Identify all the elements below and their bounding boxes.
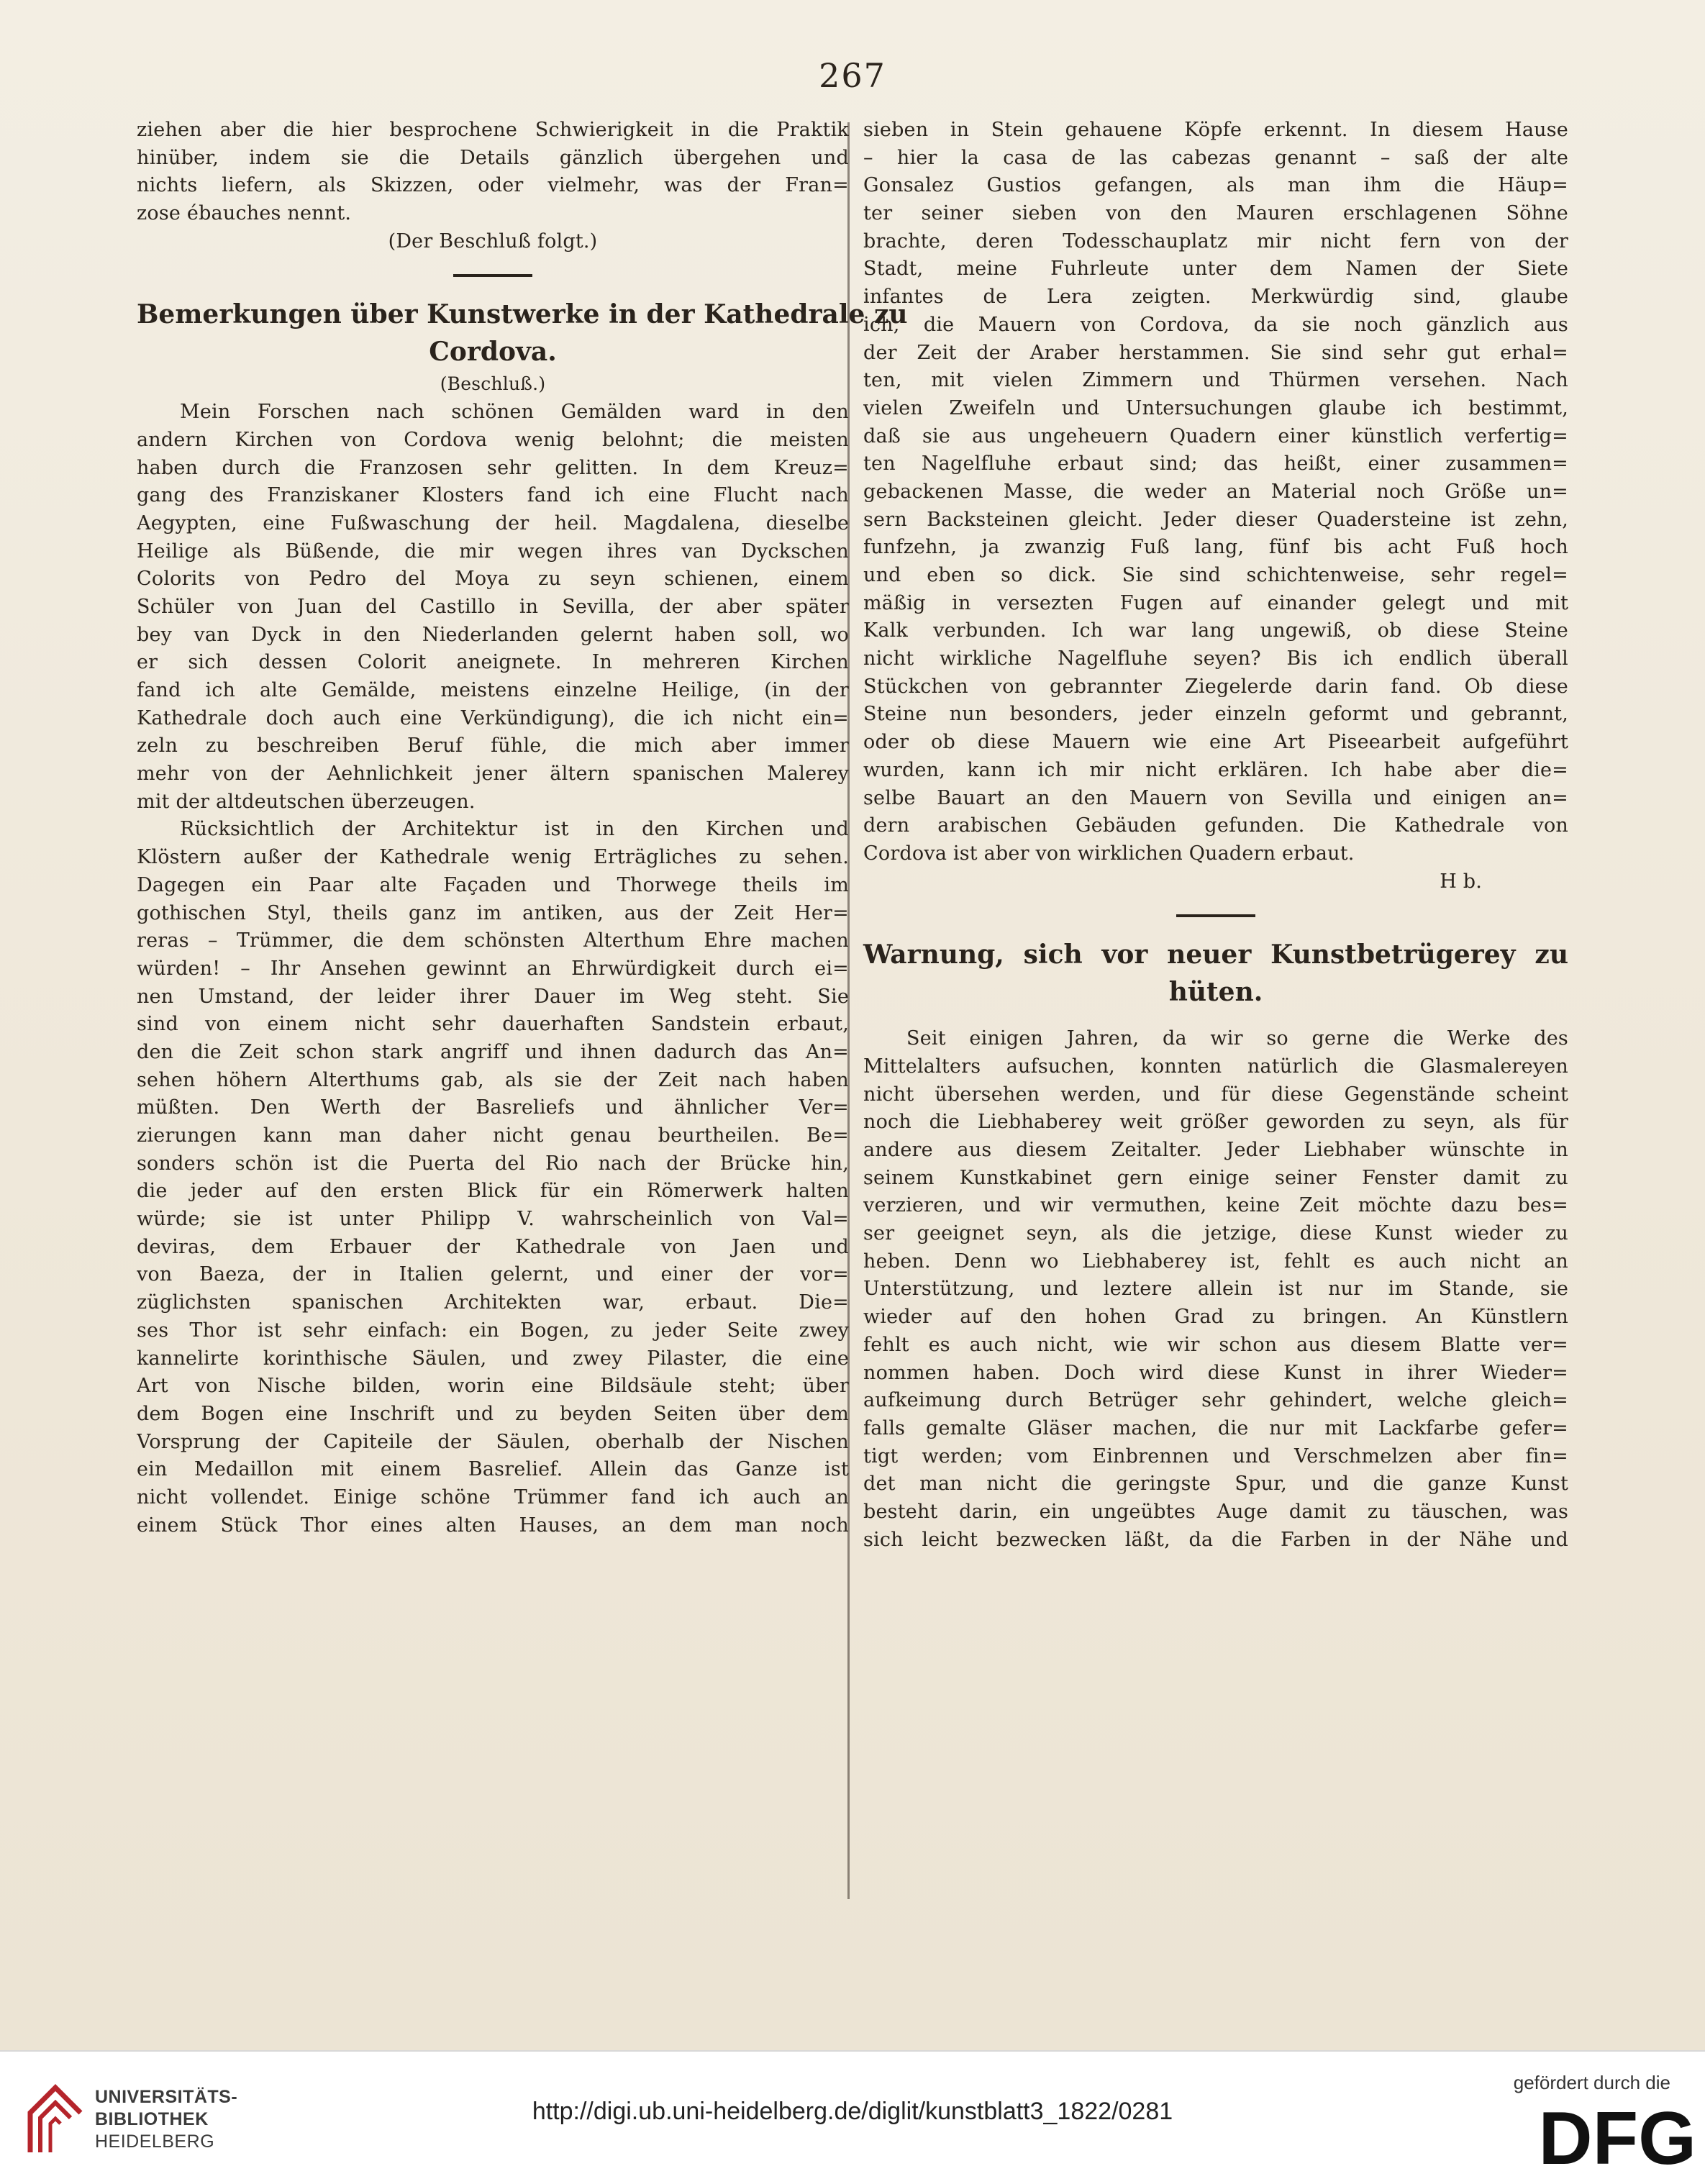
text-line: nichts liefern, als Skizzen, oder vielmehr, was der Fran= [137,174,849,197]
text-line: nommen haben. Doch wird diese Kunst in ihrer Wieder= [863,1361,1568,1384]
text-line: Seit einigen Jahren, da wir so gerne die Werke des [906,1027,1568,1050]
dfg-logo-icon [1532,2089,1705,2175]
text-line: andere aus diesem Zeitalter. Jeder Liebhaber wünschte in [863,1139,1568,1161]
article-heading: hüten. [1168,977,1263,1008]
continued-note: (Der Beschluß folgt.) [388,229,598,252]
text-line: sern Backsteinen gleicht. Jeder dieser Quadersteine ist zehn, [863,508,1568,531]
text-line: vielen Zweifeln und Untersuchungen glaube ich bestimmt, [863,396,1568,419]
text-line: von Baeza, der in Italien gelernt, und einer der vor= [137,1263,849,1286]
text-line: die jeder auf den ersten Blick für ein Römerwerk halten [137,1180,849,1203]
text-line: ses Thor ist sehr einfach: ein Bogen, zu jeder Seite zwey [137,1319,849,1342]
text-line: besteht darin, ein ungeübtes Auge damit zu täuschen, was [863,1500,1568,1523]
text-line: er sich dessen Colorit aneignete. In mehreren Kirchen [137,651,849,674]
text-line: andern Kirchen von Cordova wenig belohnt; die meisten [137,428,849,451]
text-line: Heilige als Büßende, die mir wegen ihres van Dyckschen [137,540,849,563]
article-heading: Warnung, sich vor neuer Kunstbetrügerey zu [863,939,1568,970]
text-line: fehlt es auch nicht, wie wir schon aus diesem Blatte ver= [863,1333,1568,1356]
text-line: würde; sie ist unter Philipp V. wahrscheinlich von Val= [137,1208,849,1231]
section-rule [1176,914,1255,917]
page-number: 267 [819,56,886,95]
text-line: ziehen aber die hier besprochene Schwierigkeit in die Praktik [137,119,849,141]
text-line: verzieren, und wir vermuthen, keine Zeit möchte dazu bes= [863,1194,1568,1217]
text-line: ten, mit vielen Zimmern und Thürmen versehen. Nach [863,369,1568,392]
text-line: Stückchen von gebrannter Ziegelerde darin fand. Ob diese [863,675,1568,698]
text-line: heben. Denn wo Liebhaberey ist, fehlt es auch nicht an [863,1250,1568,1273]
text-line: Schüler von Juan del Castillo in Sevilla, der aber später [137,595,849,618]
text-line: Rücksichtlich der Architektur ist in den Kirchen und [180,818,849,841]
text-line: Mittelalters aufsuchen, konnten natürlich die Glasmalereyen [863,1055,1568,1078]
text-line: sieben in Stein gehauene Köpfe erkennt. In diesem Hause [863,119,1568,141]
text-line: seinem Kunstkabinet gern einige seiner Fenster damit zu [863,1166,1568,1189]
text-line: sind von einem nicht sehr dauerhaften Sandstein erbaut, [137,1013,849,1036]
text-line: funfzehn, ja zwanzig Fuß lang, fünf bis acht Fuß hoch [863,536,1568,559]
text-line: oder ob diese Mauern wie eine Art Piseearbeit aufgeführt [863,731,1568,754]
text-line: wurden, kann ich mir nicht erklären. Ich habe aber die= [863,758,1568,781]
sponsor-text: gefördert durch die [1513,2072,1670,2093]
text-line: Aegypten, eine Fußwaschung der heil. Magdalena, dieselbe [137,511,849,534]
text-line: nicht übersehen werden, und für diese Gegenstände scheint [863,1083,1568,1106]
text-line: Vorsprung der Capiteile der Säulen, oberhalb der Nischen [137,1430,849,1453]
section-rule [453,274,532,277]
text-line: nicht vollendet. Einige schöne Trümmer fand ich auch an [137,1485,849,1509]
text-line: nicht wirkliche Nagelfluhe seyen? Bis ich endlich überall [863,647,1568,670]
text-line: haben durch die Franzosen sehr gelitten. In dem Kreuz= [137,456,849,479]
text-line: würden! – Ihr Ansehen gewinnt an Ehrwürdigkeit durch ei= [137,957,849,980]
text-line: Kalk verbunden. Ich war lang ungewiß, ob diese Steine [863,619,1568,642]
text-line: der Zeit der Araber herstammen. Sie sind sehr gut erhal= [863,341,1568,364]
text-line: Colorits von Pedro del Moya zu seyn schienen, einem [137,568,849,591]
text-line: sonders schön ist die Puerta del Rio nach der Brücke hin, [137,1152,849,1175]
text-line: bey van Dyck in den Niederlanden gelernt haben soll, wo [137,623,849,646]
left-column [137,117,908,1539]
permalink-url[interactable]: http://digi.ub.uni-heidelberg.de/diglit/kunstblatt3_1822/0281 [532,2098,1173,2125]
text-line: Unterstützung, und leztere allein ist nur im Stande, sie [863,1278,1568,1301]
text-line: zeln zu beschreiben Beruf fühle, die mich aber immer [137,734,849,757]
article-heading: Bemerkungen über Kunstwerke in der Kathedrale zu [137,299,908,330]
text-line: kannelirte korinthische Säulen, und zwey Pilaster, die eine [137,1347,849,1370]
text-line: Mein Forschen nach schönen Gemälden ward in den [180,401,849,424]
text-line: ser geeignet seyn, als die jetzige, diese Kunst wieder zu [863,1222,1568,1245]
text-line: daß sie aus ungeheuern Quadern einer künstlich verfertig= [863,424,1568,447]
dfg-logo-text: DFG [1538,2097,1696,2175]
text-line: ein Medaillon mit einem Basrelief. Allein das Ganze ist [137,1458,849,1481]
text-line: falls gemalte Gläser machen, die nur mit Lackfarbe gefer= [863,1416,1568,1439]
text-line: Dagegen ein Paar alte Façaden und Thorwege theils im [137,873,849,896]
text-line: aufkeimung durch Betrüger sehr gehindert, welche gleich= [863,1389,1568,1412]
text-line: züglichsten spanischen Architekten war, erbaut. Die= [137,1291,849,1314]
text-line: mit der altdeutschen überzeugen. [137,790,476,813]
article-subheading: (Beschluß.) [440,373,546,395]
text-line: wieder auf den hohen Grad zu bringen. An Künstlern [863,1306,1568,1329]
text-line: zierungen kann man daher nicht genau beurtheilen. Be= [137,1124,849,1147]
text-line: tigt werden; vom Einbrennen und Verschmelzen aber fin= [863,1444,1568,1468]
text-line: Kathedrale doch auch eine Verkündigung), die ich nicht ein= [137,706,849,729]
text-line: gang des Franziskaner Klosters fand ich eine Flucht nach [137,484,849,507]
library-name-line: BIBLIOTHEK [95,2109,209,2129]
text-line: gebackenen Masse, die weder an Material noch Größe un= [863,480,1568,503]
text-line: ich, die Mauern von Cordova, da sie noch gänzlich aus [863,313,1568,336]
text-line: fand ich alte Gemälde, meistens einzelne Heilige, (in der [137,679,849,701]
text-line: Gonsalez Gustios gefangen, als man ihm die Häup= [863,174,1568,197]
text-line: det man nicht die geringste Spur, und die ganze Kunst [863,1473,1568,1496]
text-line: noch die Liebhaberey weit größer geworden zu seyn, als für [863,1111,1568,1134]
text-line: zose ébauches nennt. [137,202,352,225]
text-line: selbe Bauart an den Mauern von Sevilla und einigen an= [863,786,1568,809]
text-line: ter seiner sieben von den Mauren erschlagenen Söhne [863,202,1568,225]
text-line: Klöstern außer der Kathedrale wenig Erträgliches zu sehen. [137,846,849,869]
text-line: Stadt, meine Fuhrleute unter dem Namen der Siete [863,258,1568,281]
text-line: hinüber, indem sie die Details gänzlich übergehen und [137,146,849,169]
text-line: Cordova ist aber von wirklichen Quadern erbaut. [863,842,1355,865]
spacer [863,1011,1568,1025]
text-line: mehr von der Aehnlichkeit jener ältern spanischen Malerey [137,763,849,786]
article-heading: Cordova. [429,337,557,368]
text-line: reras – Trümmer, die dem schönsten Alterthum Ehre machen [137,929,849,952]
text-line: einem Stück Thor eines alten Hauses, an dem man noch [137,1514,849,1537]
text-line: müßten. Den Werth der Basreliefs und ähnlicher Ver= [137,1096,849,1119]
text-line: gothischen Styl, theils ganz im antiken, aus der Zeit Her= [137,901,849,924]
text-line: – hier la casa de las cabezas genannt – saß der alte [863,146,1568,169]
text-line: sehen höhern Alterthums gab, als sie der Zeit nach haben [137,1068,849,1091]
text-line: nen Umstand, der leider ihrer Dauer im Weg steht. Sie [137,985,849,1008]
text-line: dem Bogen eine Inschrift und zu beyden Seiten über dem [137,1402,849,1425]
text-line: sich leicht bezwecken läßt, da die Farben in der Nähe und [863,1528,1568,1551]
text-line: Art von Nische bilden, worin eine Bildsäule steht; über [137,1375,849,1398]
text-line: Steine nun besonders, jeder einzeln geformt und gebrannt, [863,703,1568,726]
text-line: infantes de Lera zeigten. Merkwürdig sind, glaube [863,286,1568,309]
text-line: brachte, deren Todesschauplatz mir nicht fern von der [863,229,1568,252]
author-signature: H b. [1440,870,1482,893]
text-line: mäßig in versezten Fugen auf einander gelegt und mit [863,591,1568,614]
text-line: den die Zeit schon stark angriff und ihnen dadurch das An= [137,1040,849,1063]
text-line: dern arabischen Gebäuden gefunden. Die Kathedrale von [863,814,1568,837]
library-name-line: UNIVERSITÄTS- [95,2087,238,2107]
viewer-footer [0,2050,1705,2184]
text-line: ten Nagelfluhe erbaut sind; das heißt, einer zusammen= [863,452,1568,476]
library-name-line: HEIDELBERG [95,2131,215,2152]
text-line: deviras, dem Erbauer der Kathedrale von Jaen und [137,1235,849,1258]
text-line: und eben so dick. Sie sind schichtenweise, sehr regel= [863,564,1568,586]
right-column [863,117,1568,1554]
